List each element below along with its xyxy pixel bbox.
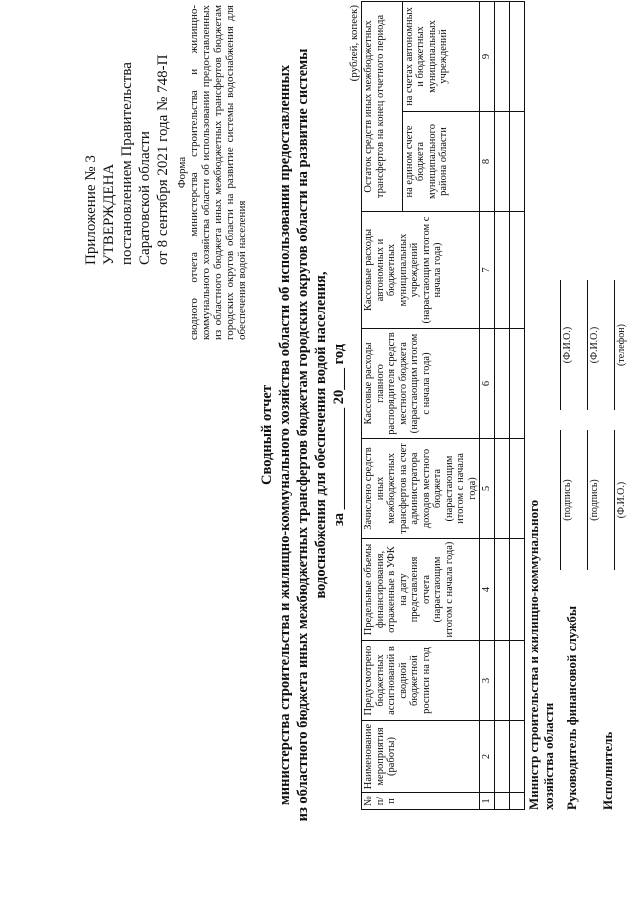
header-cash-expenses-institutions: Кассовые расходы автономных и бюджетных муниципальных учреждений (нарастающим итогом с начала года) [362, 212, 480, 329]
finance-name-caption: (Ф.И.О.) [589, 326, 600, 364]
table-cell [510, 539, 525, 641]
executor-phone-caption: (телефон) [616, 324, 627, 366]
table-cell [510, 1, 525, 111]
approval-line-1: постановлением Правительства [119, 62, 135, 265]
table-cell [495, 439, 510, 539]
table-cell [510, 212, 525, 329]
header-funding-limits: Предельные объемы финансирования, отраженные в УФК на дату представления отчета (нарастающим итогом с начала года) [362, 539, 480, 641]
column-number: 6 [480, 329, 495, 439]
header-balance-single-account: на едином счете бюджета муниципального района области [402, 112, 479, 212]
table-cell [510, 793, 525, 810]
column-number: 4 [480, 539, 495, 641]
minister-label [526, 410, 556, 810]
column-number: 8 [480, 112, 495, 212]
column-number: 1 [480, 793, 495, 810]
table-header-row [362, 1, 403, 809]
minister-name-caption: (Ф.И.О.) [562, 326, 573, 364]
header-balance: Остаток средств иных межбюджетных трансфертов на конец отчетного периода [362, 1, 403, 211]
minister-line-1: Министр строительства и жилищно-коммунального [526, 499, 541, 810]
finance-head-label: Руководитель финансовой службы [564, 605, 579, 810]
unit-note: (рублей, копеек) [348, 5, 360, 82]
column-number: 2 [480, 721, 495, 793]
executor-phone-line [614, 280, 615, 410]
title-line-4: водоснабжения для обеспечения водой населения, [313, 271, 329, 599]
approval-line-2: Саратовской области [137, 131, 153, 265]
title-line-1: Сводный отчет [259, 385, 275, 485]
minister-name-line [560, 280, 561, 410]
column-number: 7 [480, 212, 495, 329]
form-description: сводного отчета министерства строительства и жилищно-коммунального хозяйства области об использовании предоставленных из областного бюджета иных межбюджетных трансфертов бюджетам городских округов области на развитие системы водоснабжения для обеспечения водой населения [188, 5, 248, 340]
table-cell [495, 539, 510, 641]
header-number: № п/п [362, 793, 480, 810]
column-number: 5 [480, 439, 495, 539]
table-cell [495, 112, 510, 212]
header-allocations: Предусмотрено бюджетных ассигнований в сводной бюджетной росписи на год [362, 641, 480, 721]
column-number: 3 [480, 641, 495, 721]
table-cell [510, 112, 525, 212]
table-number-row [480, 1, 495, 809]
header-balance-institution-accounts: на счетах автономных и бюджетных муниципальных учреждений [402, 1, 479, 111]
table-cell [510, 329, 525, 439]
approval-block [82, 5, 172, 265]
finance-signature-caption: (подпись) [589, 479, 600, 521]
table-row [495, 1, 510, 809]
executor-label: Исполнитель [600, 731, 615, 810]
minister-line-2: хозяйства области [541, 702, 556, 810]
table-cell [495, 793, 510, 810]
table-cell [495, 1, 510, 111]
table-cell [510, 439, 525, 539]
report-title [258, 5, 348, 865]
minister-signature-line [560, 430, 561, 570]
table-cell [495, 329, 510, 439]
header-credited-funds: Зачислено средств иных межбюджетных трансфертов на счет администратора доходов местного бюджета (нарастающим итогом с начала года) [362, 439, 480, 539]
title-line-5: за ______________ 20___ год [331, 343, 347, 527]
table-cell [510, 641, 525, 721]
finance-name-line [587, 280, 588, 410]
form-label: Форма [176, 156, 188, 189]
table-cell [495, 641, 510, 721]
executor-name-caption: (Ф.И.О.) [616, 481, 627, 519]
executor-name-line [614, 430, 615, 570]
approval-line-3: от 8 сентября 2021 года № 748-П [155, 54, 171, 265]
header-activity: Наименование мероприятия (работы) [362, 721, 480, 793]
header-cash-expenses-main: Кассовые расходы главного распорядителя средств местного бюджета (нарастающим итогом с начала года) [362, 329, 480, 439]
report-table [361, 1, 525, 810]
minister-signature-caption: (подпись) [562, 479, 573, 521]
finance-signature-line [587, 430, 588, 570]
title-line-2: министерства строительства и жилищно-коммунального хозяйства области об использовании предоставленных [277, 64, 293, 806]
table-cell [495, 721, 510, 793]
approved-label: УТВЕРЖДЕНА [101, 163, 117, 265]
table-cell [510, 721, 525, 793]
table-cell [495, 212, 510, 329]
appendix-label: Приложение № 3 [83, 155, 99, 265]
form-header [176, 5, 248, 340]
table-row [510, 1, 525, 809]
title-line-3: из областного бюджета иных межбюджетных трансфертов бюджетам городских округов области на развитие системы [295, 48, 311, 822]
column-number: 9 [480, 1, 495, 111]
